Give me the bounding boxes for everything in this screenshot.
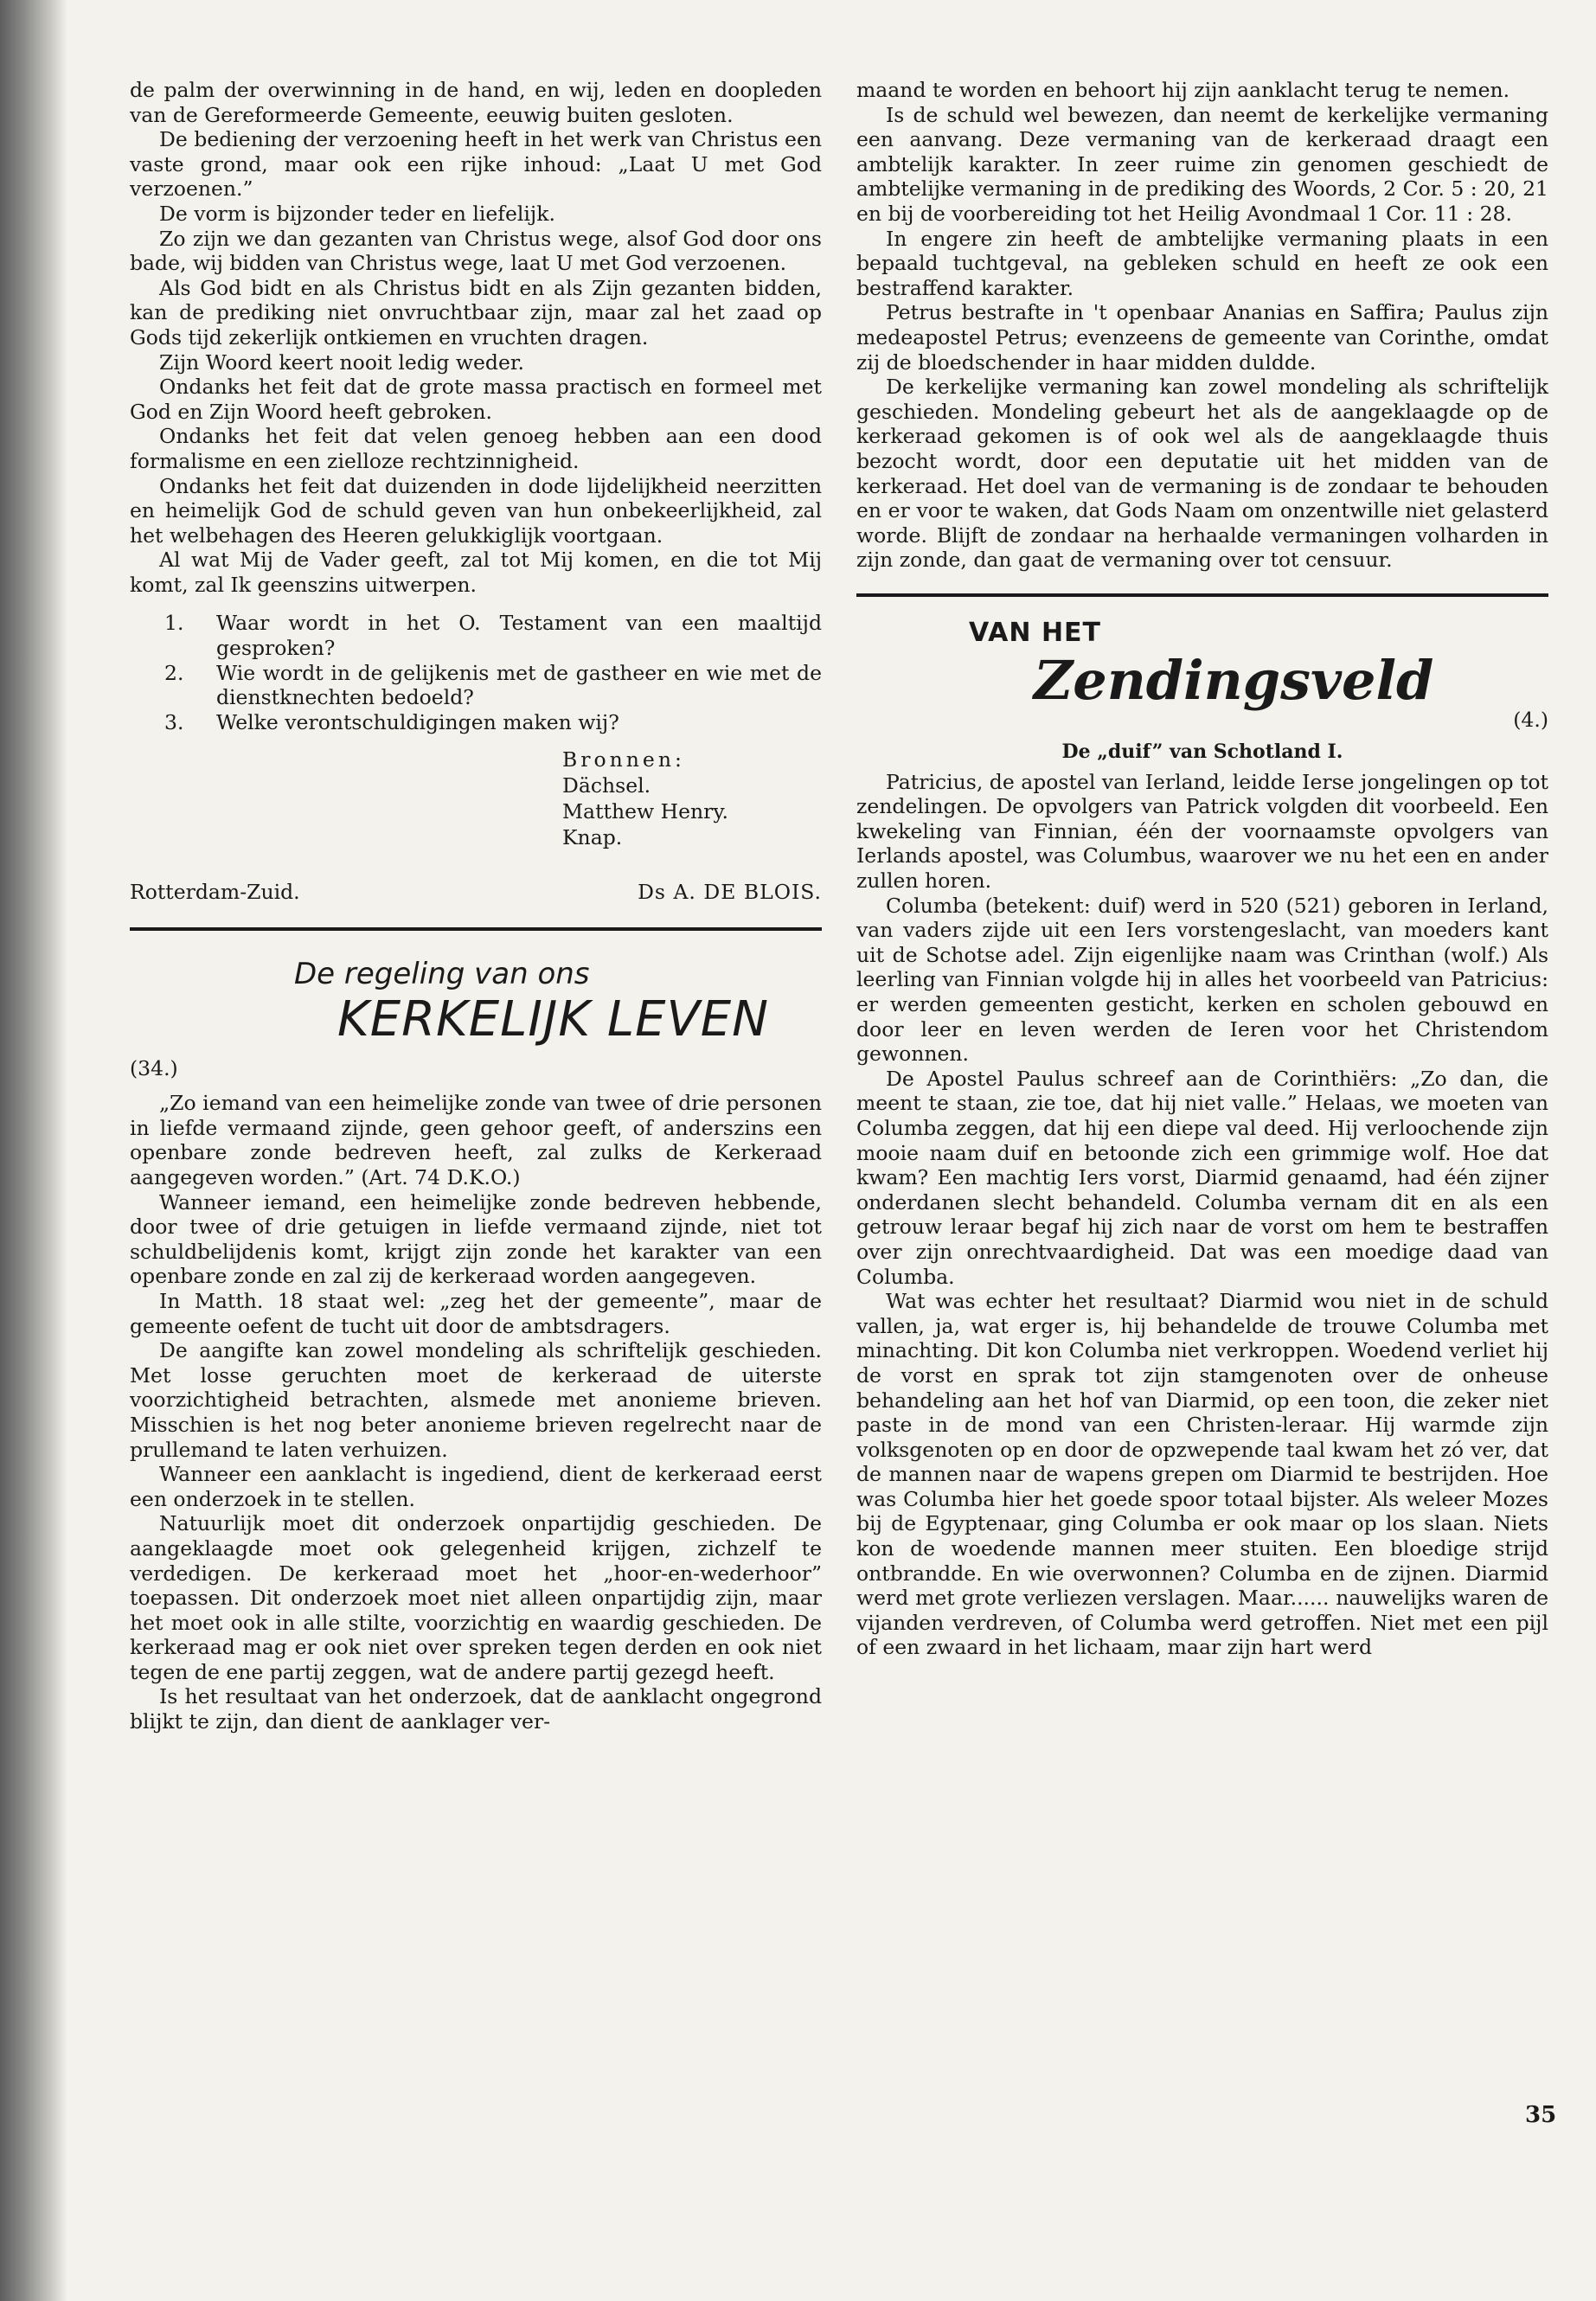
question-number: 3. xyxy=(164,709,184,734)
question-number: 1. xyxy=(164,611,184,636)
paragraph: de palm der overwinning in de hand, en wij, leden en doopleden van de Gereformeerde Gemeente, eeuwig buiten gesloten. xyxy=(130,78,822,127)
paragraph: In Matth. 18 staat wel: „zeg het der gemeente”, maar de gemeente oefent de tucht uit door de ambtsdragers. xyxy=(130,1288,822,1338)
paragraph: Patricius, de apostel van Ierland, leidde Ierse jongelingen op tot zendelingen. De opvolgers van Patrick volgden dit voorbeeld. Een kwekeling van Finnian, één der voornaamste opvolgers van Ierlands apostel, was Columbus, waarover we nu het een en ander zullen horen. xyxy=(856,769,1548,894)
paragraph: De kerkelijke vermaning kan zowel mondeling als schriftelijk geschieden. Mondeling gebeurt het als de aangeklaagde op de kerkeraad gekomen is of ook wel als de aangeklaagde thuis bezocht wordt, door een deputatie uit het midden van de kerkeraad. Het doel van de vermaning is de zondaar te behouden en er voor te waken, dat Gods Naam om onzentwille niet gelasterd worde. Blijft de zondaar na herhaalde vermaningen volharden in zijn zonde, dan gaat de vermaning over tot censuur. xyxy=(856,375,1548,573)
section-header-large: KERKELIJK LEVEN xyxy=(337,990,770,1048)
paragraph: maand te worden en behoort hij zijn aanklacht terug te nemen. xyxy=(856,78,1510,102)
paragraph: Wat was echter het resultaat? Diarmid wou niet in de schuld vallen, ja, wat erger is, hij behandelde de trouwe Columba met minachting. Dit kon Columba niet verkroppen. Woedend verliet hij de vorst en sprak tot zijn stamgenoten over de onheuse behandeling aan het hof van Diarmid, op een toon, die zeker niet paste in de mond van een Christen-leraar. Hij warmde zijn volksgenoten op en door de opzwepende taal kwam het zó ver, dat de mannen naar de wapens grepen om Diarmid te bestrijden. Hoe was Columba hier het goede spoor totaal bijster. Als weleer Mozes bij de Egyptenaar, ging Columba er ook maar op los slaan. Niets kon de woedende mannen meer stuiten. Een bloedige strijd ontbrandde. En wie overwonnen? Columba en de zijnen. Diarmid werd met grote verliezen verslagen. Maar...... nauwelijks waren de vijanden verdreven, of Columba werd getroffen. Niet met een pijl of een zwaard in het lichaam, maar zijn hart werd xyxy=(856,1289,1548,1660)
source-item: Dächsel. xyxy=(562,773,651,798)
paragraph: Wanneer iemand, een heimelijke zonde bedreven hebbende, door twee of drie getuigen in liefde vermaand zijnde, niet tot schuldbelijdenis komt, krijgt zijn zonde het karakter van een openbare zonde en zal zij de kerkeraad worden aangegeven. xyxy=(130,1189,822,1289)
church-life-continued xyxy=(856,78,1548,573)
question-item xyxy=(130,611,822,660)
question-text: Wie wordt in de gelijkenis met de gastheer en wie met de dienstknechten bedoeld? xyxy=(216,660,822,710)
question-text: Waar wordt in het O. Testament van een maaltijd gesproken? xyxy=(216,611,822,661)
section-header-small: De regeling van ons xyxy=(294,957,590,992)
section-divider xyxy=(856,593,1548,597)
source-item: Matthew Henry. xyxy=(562,799,728,824)
paragraph: Ondanks het feit dat velen genoeg hebben aan een dood formalisme en een zielloze rechtzinnigheid. xyxy=(130,424,822,473)
section-number: (34.) xyxy=(130,1055,178,1080)
sources-label: Bronnen: xyxy=(562,747,685,772)
paragraph: Ondanks het feit dat duizenden in dode lijdelijkheid neerzitten en heimelijk God de schuld geven van hun onbekeerlijkheid, zal het welbehagen des Heeren gelukkiglijk voortgaan. xyxy=(130,473,822,548)
question-text: Welke verontschuldigingen maken wij? xyxy=(216,709,619,734)
section-divider xyxy=(130,927,822,931)
mission-header-large: Zendingsveld xyxy=(1034,649,1434,713)
paragraph: Petrus bestrafte in 't openbaar Ananias en Saffira; Paulus zijn medeapostel Petrus; evenzeens de gemeente van Corinthe, omdat zij de bloedschender in haar midden duldde. xyxy=(856,300,1548,375)
paragraph: Is de schuld wel bewezen, dan neemt de kerkelijke vermaning een aanvang. Deze vermaning van de kerkeraad draagt een ambtelijk karakter. In zeer ruime zin genomen geschiedt de ambtelijke vermaning in de prediking des Woords, 2 Cor. 5 : 20, 21 en bij de voorbereiding tot het Heilig Avondmaal 1 Cor. 11 : 28. xyxy=(856,102,1548,226)
author-name: Ds A. DE BLOIS. xyxy=(638,880,822,905)
left-sermon-text xyxy=(130,78,822,597)
paragraph: De aangifte kan zowel mondeling als schriftelijk geschieden. Met losse geruchten moet de kerkeraad de uiterste voorzichtigheid betrachten, alsmede met anonieme brieven. Misschien is het nog beter anonieme brieven regelrecht naar de prullemand te laten verhuizen. xyxy=(130,1338,822,1462)
question-item xyxy=(130,710,822,735)
paragraph: „Zo iemand van een heimelijke zonde van twee of drie personen in liefde vermaand zijnde, geen gehoor geeft, of anderszins een openbare zonde bedreven heeft, zal zulks de Kerkeraad aangegeven worden.” (Art. 74 D.K.O.) xyxy=(130,1091,822,1189)
paragraph: Columba (betekent: duif) werd in 520 (521) geboren in Ierland, van vaders zijde uit een Iers vorstengeslacht, van moeders kant uit de Schotse adel. Zijn eigenlijke naam was Crinthan (wolf.) Als leerling van Finnian volgde hij in alles het voorbeeld van Patricius: er werden gemeenten gesticht, kerken en scholen gebouwd en door leer en leven werden de Ieren voor het Christendom gewonnen. xyxy=(856,893,1548,1067)
paragraph: De bediening der verzoening heeft in het werk van Christus een vaste grond, maar ook een rijke inhoud: „Laat U met God verzoenen.” xyxy=(130,127,822,202)
paragraph: Ondanks het feit dat de grote massa practisch en formeel met God en Zijn Woord heeft gebroken. xyxy=(130,375,822,424)
sources-block xyxy=(562,747,822,850)
mission-header-small: VAN HET xyxy=(969,617,1102,648)
paragraph: Is het resultaat van het onderzoek, dat de aanklacht ongegrond blijkt te zijn, dan dient de aanklager ver- xyxy=(130,1684,822,1734)
question-number: 2. xyxy=(164,660,184,685)
paragraph: De Apostel Paulus schreef aan de Corinthiërs: „Zo dan, die meent te staan, zie toe, dat hij niet valle.” Helaas, we moeten van Columba zeggen, dat hij een diepe val deed. Hij verloochende zijn mooie naam duif en betoonde zich een grimmige wolf. Hoe dat kwam? Een machtig Iers vorst, Diarmid genaamd, had één zijner onderdanen slecht behandeld. Columba vernam dit en als een getrouw leraar begaf hij zich naar de vorst om hem te bestraffen over zijn onrechtvaardigheid. Dat was een moedige daad van Columba. xyxy=(856,1066,1548,1289)
paragraph: Als God bidt en als Christus bidt en als Zijn gezanten bidden, kan de prediking niet onvruchtbaar zijn, maar zal het zaad op Gods tijd zekerlijk ontkiemen en vruchten dragen. xyxy=(130,275,822,349)
paragraph: Al wat Mij de Vader geeft, zal tot Mij komen, en die tot Mij komt, zal Ik geenszins uitwerpen. xyxy=(130,548,822,597)
paragraph: In engere zin heeft de ambtelijke vermaning plaats in een bepaald tuchtgeval, na gebleken schuld en heeft ze ook een bestraffend karakter. xyxy=(856,226,1548,300)
paragraph: Natuurlijk moet dit onderzoek onpartijdig geschieden. De aangeklaagde moet ook gelegenheid krijgen, zichzelf te verdedigen. De kerkeraad moet het „hoor-en-wederhoor” toepassen. Dit onderzoek moet niet alleen onpartijdig zijn, maar het moet ook in alle stilte, voorzichtig en waardig geschieden. De kerkeraad mag er ook niet over spreken tegen derden en ook niet tegen de ene partij zeggen, wat de andere partij gezegd heeft. xyxy=(130,1511,822,1684)
paragraph: De vorm is bijzonder teder en liefelijk. xyxy=(159,201,555,226)
signature-line xyxy=(130,880,822,905)
source-item: Knap. xyxy=(562,825,623,850)
page-binding-shadow xyxy=(0,0,67,2301)
paragraph: Zijn Woord keert nooit ledig weder. xyxy=(159,349,524,375)
right-column xyxy=(856,78,1548,1660)
mission-section-number: (4.) xyxy=(1513,708,1548,733)
mission-article xyxy=(856,770,1548,1660)
question-item xyxy=(130,661,822,710)
left-column xyxy=(130,78,822,1734)
paragraph: Zo zijn we dan gezanten van Christus wege, alsof God door ons bade, wij bidden van Christus wege, laat U met God verzoenen. xyxy=(130,226,822,276)
sources-list xyxy=(562,772,822,850)
mission-subtitle: De „duif” van Schotland I. xyxy=(1061,740,1343,764)
page-number: 35 xyxy=(1525,2102,1557,2128)
author-place: Rotterdam-Zuid. xyxy=(130,880,300,905)
question-list xyxy=(130,611,822,734)
paragraph: Wanneer een aanklacht is ingediend, dient de kerkeraad eerst een onderzoek in te stellen. xyxy=(130,1462,822,1511)
church-life-article xyxy=(130,1091,822,1734)
